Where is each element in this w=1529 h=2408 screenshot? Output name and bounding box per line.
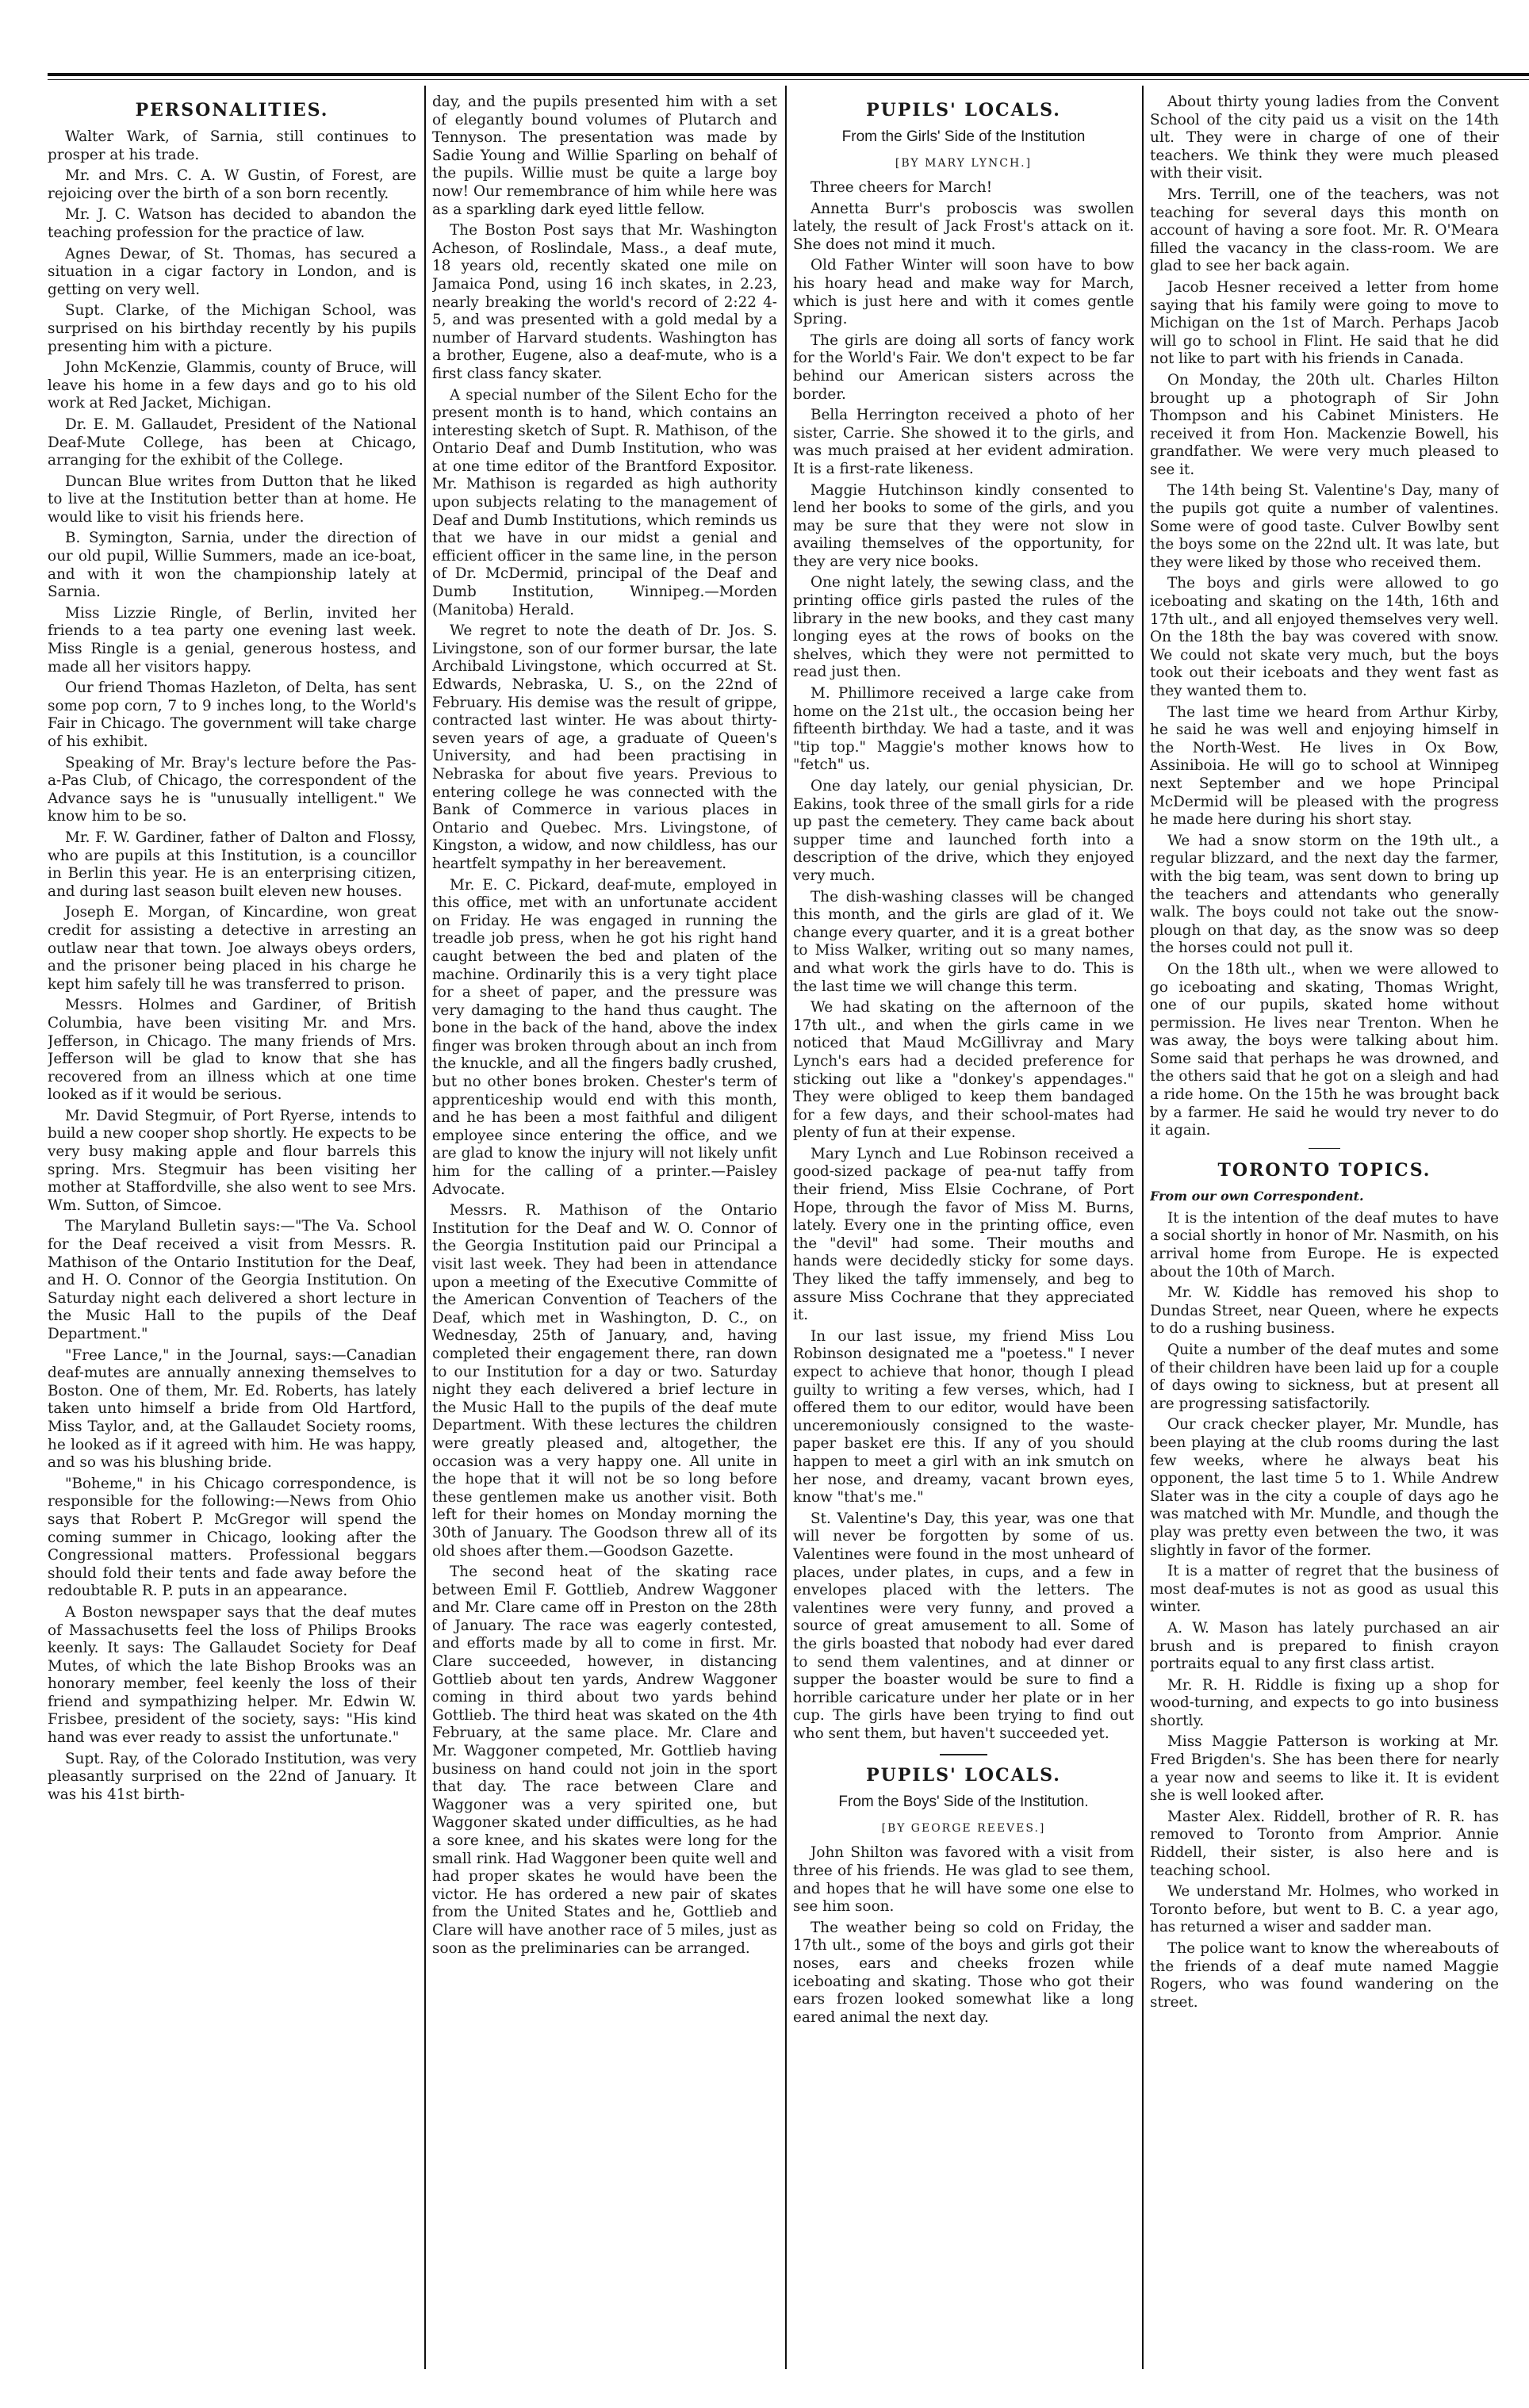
paragraph: The last time we heard from Arthur Kirby, he said he was well and enjoying himself in the North-West. He lives in Ox Bow, Assiniboia. He will go to school at Winnipeg next September and we hope Principal McDermid will be pleased with the progress he made here during his short stay. [1150, 703, 1499, 829]
byline-boys: [BY GEORGE REEVES.] [881, 1822, 1046, 1836]
paragraph: Mr. R. H. Riddle is fixing up a shop for wood-turning, and expects to go into business shortly. [1150, 1676, 1499, 1729]
paragraph: Dr. E. M. Gallaudet, President of the National Deaf-Mute College, has been at Chicago, arranging for the exhibit of the College. [48, 415, 416, 469]
paragraph: The second heat of the skating race between Emil F. Gottlieb, Andrew Waggoner and Mr. Clare came off in Preston on the 28th of January. The race was eagerly contested, and efforts made by all to come in first. Mr. Clare succeeded, however, in distancing Gottlieb about ten yards, Andrew Waggoner coming in third about two yards behind Gottlieb. The third heat was skated on the 4th February, at the same place. Mr. Clare and Mr. Waggoner competed, Mr. Gottlieb having business on hand could not join in the sport that day. The race between Clare and Waggoner was a very spirited one, but Waggoner skated under difficulties, as he had a sore knee, and his skates were long for the small rink. Had Waggoner been quite well and had proper skates he would have been the victor. He has ordered a new pair of skates from the United States and he, Gottlieb and Clare will have another race of 5 miles, just as soon as the preliminaries can be arranged. [432, 1564, 777, 1957]
column-divider-3 [1142, 86, 1144, 2369]
paragraph: The 14th being St. Valentine's Day, many of the pupils got quite a number of valentines. Some were of good taste. Culver Bowlby sent the boys some on the 22nd ult. It was late, but they were liked by those who received them. [1150, 482, 1499, 571]
paragraph: The Maryland Bulletin says:—"The Va. School for the Deaf received a visit from Messrs. R. Mathison of the Ontario Institution for the Deaf, and H. O. Connor of the Georgia Institution. On Saturday night each delivered a short lecture in the Music Hall to the pupils of the Deaf Department." [48, 1218, 416, 1342]
paragraph: Mr. J. C. Watson has decided to abandon the teaching profession for the practice of law. [48, 206, 416, 241]
paragraph: One day lately, our genial physician, Dr. Eakins, took three of the small girls for a ride up past the cemetery. They came back about supper time and launched forth into a description of the drive, which they enjoyed very much. [793, 778, 1134, 884]
section-separator [940, 1754, 987, 1755]
column-divider-2 [785, 86, 787, 2369]
paragraph: Old Father Winter will soon have to bow his hoary head and make way for March, which is just here and with it comes gentle Spring. [793, 257, 1134, 328]
paragraph: John Shilton was favored with a visit from three of his friends. He was glad to see them, and hopes that he will have some one else to see him soon. [793, 1844, 1134, 1916]
section-heading-pupils-locals-boys: PUPILS' LOCALS. [866, 1765, 1061, 1786]
top-rule-thick [48, 73, 1529, 76]
section-heading-toronto-topics: TORONTO TOPICS. [1217, 1159, 1431, 1181]
paragraph: Messrs. Holmes and Gardiner, of British Columbia, have been visiting Mr. and Mrs. Jefferson, in Chicago. The many friends of Mrs. Jefferson will be glad to know that she has recovered from an illness which at one time looked as if it would be serious. [48, 997, 416, 1104]
paragraph: Mr. David Stegmuir, of Port Ryerse, intends to build a new cooper shop shortly. He expects to be very busy making apple and flour barrels this spring. Mrs. Stegmuir has been visiting her mother at Staffordville, she also went to see Mrs. Wm. Sutton, of Simcoe. [48, 1107, 416, 1214]
paragraph: The weather being so cold on Friday, the 17th ult., some of the boys and girls got their noses, ears and cheeks frozen while iceboating and skating. Those who got their ears frozen looked somewhat like a long eared animal the next day. [793, 1919, 1134, 2026]
section-subheading-girls: From the Girls' Side of the Institution [841, 128, 1086, 145]
section-heading-pupils-locals-girls: PUPILS' LOCALS. [866, 100, 1061, 121]
paragraph: B. Symington, Sarnia, under the direction of our old pupil, Willie Summers, made an ice-boat, and with it won the championship lately at Sarnia. [48, 530, 416, 601]
section-subheading-boys: From the Boys' Side of the Institution. [838, 1794, 1089, 1811]
paragraph: Mr. F. W. Gardiner, father of Dalton and Flossy, who are pupils at this Institution, is a councillor in Berlin this year. He is an enterprising citizen, and during last season built eleven new houses. [48, 829, 416, 900]
paragraph: Supt. Ray, of the Colorado Institution, was very pleasantly surprised on the 22nd of January. It was his 41st birth- [48, 1750, 416, 1803]
paragraph: Supt. Clarke, of the Michigan School, was surprised on his birthday recently by his pupils presenting him with a picture. [48, 302, 416, 355]
paragraph: About thirty young ladies from the Convent School of the city paid us a visit on the 14th ult. They were in charge of one of their teachers. We think they were much pleased with their visit. [1150, 94, 1499, 182]
paragraph: Mr. W. Kiddle has removed his shop to Dundas Street, near Queen, where he expects to do a rushing business. [1150, 1284, 1499, 1338]
paragraph: We had skating on the afternoon of the 17th ult., and when the girls came in we noticed that Maud McGillivray and Mary Lynch's ears had a decided preference for sticking out like a "donkey's appendages." They were obliged to keep them bandaged for a few days, and their school-mates had plenty of fun at their expense. [793, 999, 1134, 1142]
paragraph: One night lately, the sewing class, and the printing office girls pasted the rules of the library in the new books, and they cast many longing eyes at the rows of books on the shelves, which they were not permitted to read just then. [793, 574, 1134, 681]
paragraph: John McKenzie, Glammis, county of Bruce, will leave his home in a few days and go to his old work at Red Jacket, Michigan. [48, 359, 416, 412]
paragraph: A Boston newspaper says that the deaf mutes of Massachusetts feel the loss of Philips Brooks keenly. It says: The Gallaudet Society for Deaf Mutes, of which the late Bishop Brooks was an honorary member, feel keenly the loss of their friend and sympathizing helper. Mr. Edwin W. Frisbee, president of the society, says: "His kind hand was ever ready to assist the unfortunate." [48, 1603, 416, 1747]
paragraph: day, and the pupils presented him with a set of elegantly bound volumes of Plutarch and Tennyson. The presentation was made by Sadie Young and Willie Sparling on behalf of the pupils. Willie must be quite a large boy now! Our remembrance of him while here was as a sparkling dark eyed little fellow. [432, 94, 777, 218]
paragraph: The Boston Post says that Mr. Washington Acheson, of Roslindale, Mass., a deaf mute, 18 years old, recently skated one mile on Jamaica Pond, using 16 inch skates, in 2.23, nearly breaking the world's record of 2:22 4-5, and was presented with a gold medal by a number of Harvard students. Washington has a brother, Eugene, also a deaf-mute, who is a first class fancy skater. [432, 222, 777, 382]
paragraph: Quite a number of the deaf mutes and some of their children have been laid up for a couple of days owing to sickness, but at present all are progressing satisfactorily. [1150, 1342, 1499, 1412]
paragraph: The dish-washing classes will be changed this month, and the girls are glad of it. We change every quarter, and it is a great bother to Miss Walker, writing out so many names, and what work the girls have to do. This is the last time we will change this term. [793, 888, 1134, 995]
paragraph: A special number of the Silent Echo for the present month is to hand, which contains an interesting sketch of Supt. R. Mathison, of the Ontario Deaf and Dumb Institution, who was at one time editor of the Brantford Expositor. Mr. Mathison is regarded as high authority upon subjects relating to the management of Deaf and Dumb Institutions, which reminds us that we have in our midst a genial and efficient officer in the same line, in the person of Dr. McDermid, principal of the Deaf and Dumb Institution, Winnipeg.—Morden (Manitoba) Herald. [432, 386, 777, 618]
paragraph: Duncan Blue writes from Dutton that he liked to live at the Institution better than at home. He would like to visit his friends here. [48, 473, 416, 526]
paragraph: Speaking of Mr. Bray's lecture before the Pas-a-Pas Club, of Chicago, the correspondent of the Advance says he is "unusually intelligent." We know him to be so. [48, 754, 416, 825]
paragraph: Mr. E. C. Pickard, deaf-mute, employed in this office, met with an unfortunate accident on Friday. He was engaged in running the treadle job press, when he got his right hand caught between the bed and platen of the machine. Ordinarily this is a very tight place for a sheet of paper, and the pressure was very damaging to the hand thus caught. The bone in the back of the hand, above the index finger was broken through about an inch from the knuckle, and all the fingers badly crushed, but no other bones broken. Chester's term of apprenticeship would end with this month, and he has been a most faithful and diligent employee since entering the office, and we are glad to know the injury will not likely unfit him for the calling of a printer.—Paisley Advocate. [432, 876, 777, 1198]
paragraph: We regret to note the death of Dr. Jos. S. Livingstone, son of our former bursar, the late Archibald Livingstone, which occurred at St. Edwards, Nebraska, U. S., on the 22nd of February. His demise was the result of grippe, contracted last winter. He was about thirty-seven years of age, a graduate of Queen's University, and had been practising in Nebraska for about five years. Previous to entering college he was connected with the Bank of Commerce in various places in Ontario and Quebec. Mrs. Livingstone, of Kingston, a widow, and now childless, has our heartfelt sympathy in her bereavement. [432, 622, 777, 872]
paragraph: The girls are doing all sorts of fancy work for the World's Fair. We don't expect to be far behind our American sisters across the border. [793, 331, 1134, 403]
paragraph: M. Phillimore received a large cake from home on the 21st ult., the occasion being her fifteenth birthday. We had a taste, and it was "tip top." Maggie's mother knows how to "fetch" us. [793, 685, 1134, 774]
paragraph: Our friend Thomas Hazleton, of Delta, has sent some pop corn, 7 to 9 inches long, to the World's Fair in Chicago. The government will take charge of his exhibit. [48, 680, 416, 750]
paragraph: Bella Herrington received a photo of her sister, Carrie. She showed it to the girls, and was much praised at her evident admiration. It is a first-rate likeness. [793, 407, 1134, 477]
top-rule-thin [48, 79, 1529, 80]
paragraph: Maggie Hutchinson kindly consented to lend her books to some of the girls, and you may be sure that they were not slow in availing themselves of the opportunity, for they are very nice books. [793, 481, 1134, 570]
byline-girls: [BY MARY LYNCH.] [895, 157, 1033, 170]
paragraph: The police want to know the whereabouts of the friends of a deaf mute named Maggie Rogers, who was found wandering on the street. [1150, 1940, 1499, 2011]
paragraph: Miss Lizzie Ringle, of Berlin, invited her friends to a tea party one evening last week. Miss Ringle is a genial, generous hostess, and made all her visitors happy. [48, 604, 416, 676]
paragraph: Mr. and Mrs. C. A. W Gustin, of Forest, are rejoicing over the birth of a son born recently. [48, 167, 416, 202]
paragraph: It is a matter of regret that the business of most deaf-mutes is not as good as usual this winter. [1150, 1563, 1499, 1616]
paragraph: Joseph E. Morgan, of Kincardine, won great credit for assisting a detective in arresting an outlaw near that town. Joe always obeys orders, and the prisoner being placed in his charge he kept him safely till he was transferred to prison. [48, 904, 416, 993]
column-personalities [48, 94, 416, 2377]
paragraph: Master Alex. Riddell, brother of R. R. has removed to Toronto from Amprior. Annie Riddell, their sister, is also here and is teaching school. [1150, 1808, 1499, 1879]
paragraph: St. Valentine's Day, this year, was one that will never be forgotten by some of us. Valentines were found in the most unheard of places, under plates, in cups, and a few in envelopes placed with the letters. The valentines were very funny, and proved a source of great amusement to all. Some of the girls boasted that nobody had ever dared to send them valentines, and at dinner or supper the boaster would be sure to find a horrible caricature under her plate or in her cup. The girls have been trying to find out who sent them, but haven't succeeded yet. [793, 1510, 1134, 1742]
column-divider-1 [424, 86, 426, 2369]
paragraph: "Free Lance," in the Journal, says:—Canadian deaf-mutes are annually annexing themselves to Boston. One of them, Mr. Ed. Roberts, has lately taken unto himself a bride from Old Hartford, Miss Taylor, and, at the Gallaudet Society rooms, he looked as if it agreed with him. He was happy, and so was his blushing bride. [48, 1346, 416, 1472]
paragraph: Messrs. R. Mathison of the Ontario Institution for the Deaf and W. O. Connor of the Georgia Institution paid our Principal a visit last week. They had been in attendance upon a meeting of the Executive Committe of the American Convention of Teachers of the Deaf, which met in Washington, D. C., on Wednesday, 25th of January, and, having completed their engagement there, ran down to our Institution for a day or two. Saturday night they each delivered a brief lecture in the Music Hall to the pupils of the deaf mute Department. With these lectures the children were greatly pleased and, altogether, the occasion was a very happy one. All unite in the hope that it will not be so long before these gentlemen make us another visit. Both left for their homes on Monday morning the 30th of January. The Goodson threw all of its old shoes after them.—Goodson Gazette. [432, 1202, 777, 1560]
paragraph: On Monday, the 20th ult. Charles Hilton brought up a photograph of Sir John Thompson and his Cabinet Ministers. He received it from Hon. Mackenzie Bowell, his grandfather. We were very much pleased to see it. [1150, 371, 1499, 478]
paragraph: It is the intention of the deaf mutes to have a social shortly in honor of Mr. Nasmith, on his arrival home from Europe. He is expected about the 10th of March. [1150, 1209, 1499, 1281]
paragraph: We understand Mr. Holmes, who worked in Toronto before, but went to B. C. a year ago, has returned a wiser and sadder man. [1150, 1883, 1499, 1936]
paragraph: Mrs. Terrill, one of the teachers, was not teaching for several days this month on account of having a sore foot. Mr. R. O'Meara filled the vacancy in the class-room. We are glad to see her back again. [1150, 186, 1499, 275]
section-heading-personalities: PERSONALITIES. [135, 100, 329, 121]
column-boys-locals-toronto [1150, 94, 1499, 2377]
paragraph: Jacob Hesner received a letter from home saying that his family were going to move to Michigan on the 1st of March. Perhaps Jacob will go to school in Flint. He said that he did not like to part with his friends in Canada. [1150, 278, 1499, 368]
paragraph: "Boheme," in his Chicago correspondence, is responsible for the following:—News from Ohio says that Robert P. McGregor will spend the coming summer in Chicago, looking after the Congressional matters. Professional beggars should fold their tents and fade away before the redoubtable R. P. puts in an appearance. [48, 1475, 416, 1600]
paragraph: A. W. Mason has lately purchased an air brush and is prepared to finish crayon portraits equal to any first class artist. [1150, 1619, 1499, 1673]
paragraph: On the 18th ult., when we were allowed to go iceboating and skating, Thomas Wright, one of our pupils, skated home without permission. He lives near Trenton. When he was away, the boys were talking about him. Some said that perhaps he was drowned, and the others said that he got on a sleigh and had a ride home. On the 15th he was brought back by a farmer. He said he would try never to do it again. [1150, 960, 1499, 1139]
section-separator [1309, 1148, 1340, 1149]
column-continued [432, 94, 777, 2377]
paragraph: We had a snow storm on the 19th ult., a regular blizzard, and the next day the farmer, with the big team, was sent down to bring up the teachers and attendants who generally walk. The boys could not take out the snow-plough on that day, as the snow was so deep the horses could not pull it. [1150, 832, 1499, 957]
column-pupils-locals [793, 94, 1134, 2377]
correspondent-line: From our own Correspondent. [1150, 1188, 1364, 1204]
paragraph: Annetta Burr's proboscis was swollen lately, the result of Jack Frost's attack on it. She does not mind it much. [793, 200, 1134, 253]
paragraph: Walter Wark, of Sarnia, still continues to prosper at his trade. [48, 128, 416, 163]
paragraph: Our crack checker player, Mr. Mundle, has been playing at the club rooms during the last few weeks, where he always beat his opponent, the last time 5 to 1. While Andrew Slater was in the city a couple of days ago he was matched with Mr. Mundle, and though the play was pretty even between the two, it was slightly in favor of the former. [1150, 1416, 1499, 1559]
paragraph: In our last issue, my friend Miss Lou Robinson designated me a "poetess." I never expect to achieve that honor, though I plead guilty to writing a few verses, which, had I offered them to our editor, would have been unceremoniously consigned to the waste-paper basket ere this. If any of you should happen to meet a girl with an ink smutch on her nose, and dreamy, vacant brown eyes, know "that's me." [793, 1327, 1134, 1506]
paragraph: Miss Maggie Patterson is working at Mr. Fred Brigden's. She has been there for nearly a year now and seems to like it. It is evident she is well looked after. [1150, 1733, 1499, 1805]
paragraph: Three cheers for March! [810, 179, 993, 196]
paragraph: Mary Lynch and Lue Robinson received a good-sized package of pea-nut taffy from their friend, Miss Elsie Cochrane, of Port Hope, through the favor of Miss M. Burns, lately. Every one in the printing office, even the "devil" had some. Their mouths and hands were decidedly sticky for some days. They liked the taffy immensely, and beg to assure Miss Cochrane that they appreciated it. [793, 1145, 1134, 1324]
paragraph: The boys and girls were allowed to go iceboating and skating on the 14th, 16th and 17th ult., and all enjoyed themselves very well. On the 18th the bay was covered with snow. We could not skate very much, but the boys took out their iceboats and they went fast as they wanted them to. [1150, 575, 1499, 699]
paragraph: Agnes Dewar, of St. Thomas, has secured a situation in a cigar factory in London, and is getting on very well. [48, 245, 416, 298]
